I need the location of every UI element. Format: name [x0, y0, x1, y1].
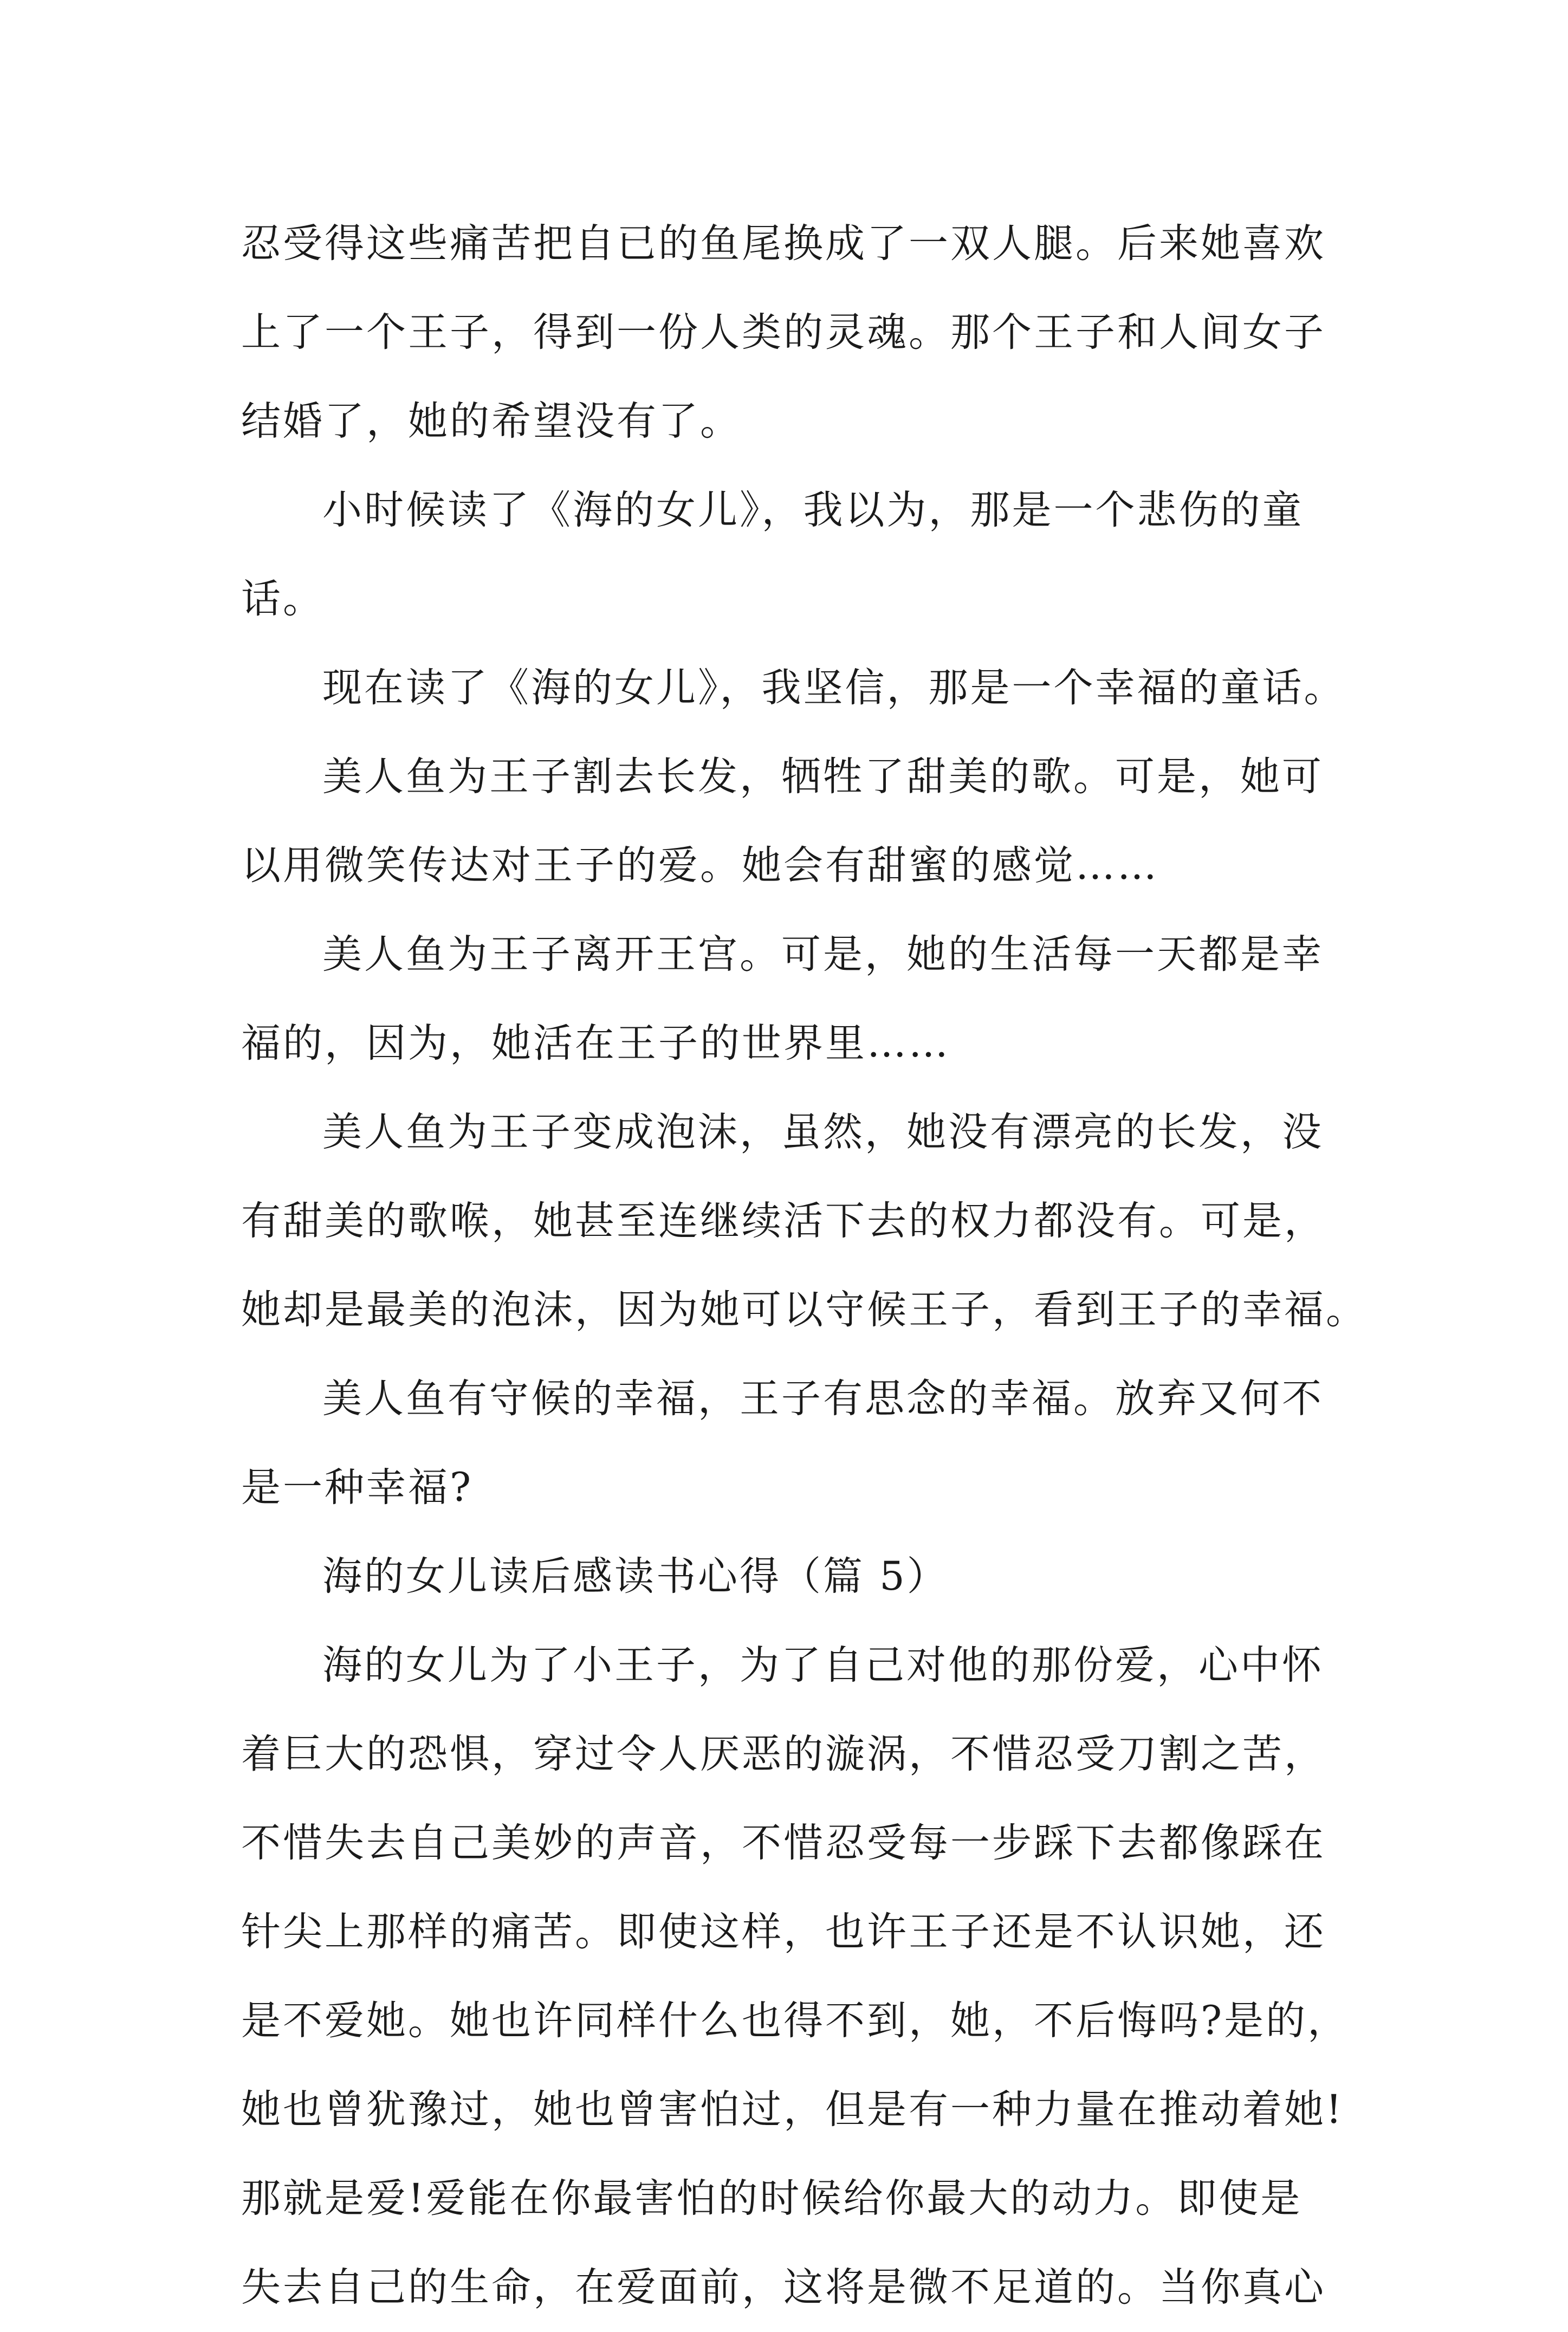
text-line: 不惜失去自己美妙的声音，不惜忍受每一步踩下去都像踩在: [241, 1820, 1326, 1866]
text-line: 话。: [241, 576, 325, 622]
text-line: 以用微笑传达对王子的爱。她会有甜蜜的感觉……: [241, 843, 1159, 889]
body-text: [241, 199, 1368, 2332]
text-line: 海的女儿为了小王子，为了自己对他的那份爱，心中怀: [322, 1642, 1324, 1688]
text-line: 上了一个王子，得到一份人类的灵魂。那个王子和人间女子: [241, 309, 1326, 355]
text-line: 那就是爱!爱能在你最害怕的时候给你最大的动力。即使是: [241, 2175, 1303, 2221]
text-line: 美人鱼有守候的幸福，王子有思念的幸福。放弃又何不: [322, 1376, 1324, 1422]
text-line: 美人鱼为王子割去长发，牺牲了甜美的歌。可是，她可: [322, 754, 1324, 800]
text-line: 小时候读了《海的女儿》，我以为，那是一个悲伤的童: [322, 487, 1304, 533]
text-line: 针尖上那样的痛苦。即使这样，也许王子还是不认识她，还: [241, 1909, 1326, 1955]
section-heading: 海的女儿读后感读书心得（篇 5）: [322, 1553, 949, 1599]
text-line: 美人鱼为王子变成泡沫，虽然，她没有漂亮的长发，没: [322, 1109, 1324, 1155]
text-line: 有甜美的歌喉，她甚至连继续活下去的权力都没有。可是，: [241, 1198, 1326, 1244]
text-line: 结婚了，她的希望没有了。: [241, 398, 742, 444]
text-line: 美人鱼为王子离开王宫。可是，她的生活每一天都是幸: [322, 931, 1324, 977]
text-line: 福的，因为，她活在王子的世界里……: [241, 1020, 950, 1066]
text-line: 着巨大的恐惧，穿过令人厌恶的漩涡，不惜忍受刀割之苦，: [241, 1731, 1326, 1777]
text-line: 是一种幸福?: [241, 1465, 474, 1511]
text-line: 她却是最美的泡沫，因为她可以守候王子，看到王子的幸福。: [241, 1287, 1368, 1333]
text-line: 失去自己的生命，在爱面前，这将是微不足道的。当你真心: [241, 2264, 1326, 2310]
text-line: 现在读了《海的女儿》，我坚信，那是一个幸福的童话。: [322, 665, 1346, 711]
text-line: 她也曾犹豫过，她也曾害怕过，但是有一种力量在推动着她!: [241, 2087, 1344, 2133]
text-line: 忍受得这些痛苦把自已的鱼尾换成了一双人腿。后来她喜欢: [241, 221, 1326, 267]
text-line: 是不爱她。她也许同样什么也得不到，她，不后悔吗?是的，: [241, 1998, 1350, 2044]
